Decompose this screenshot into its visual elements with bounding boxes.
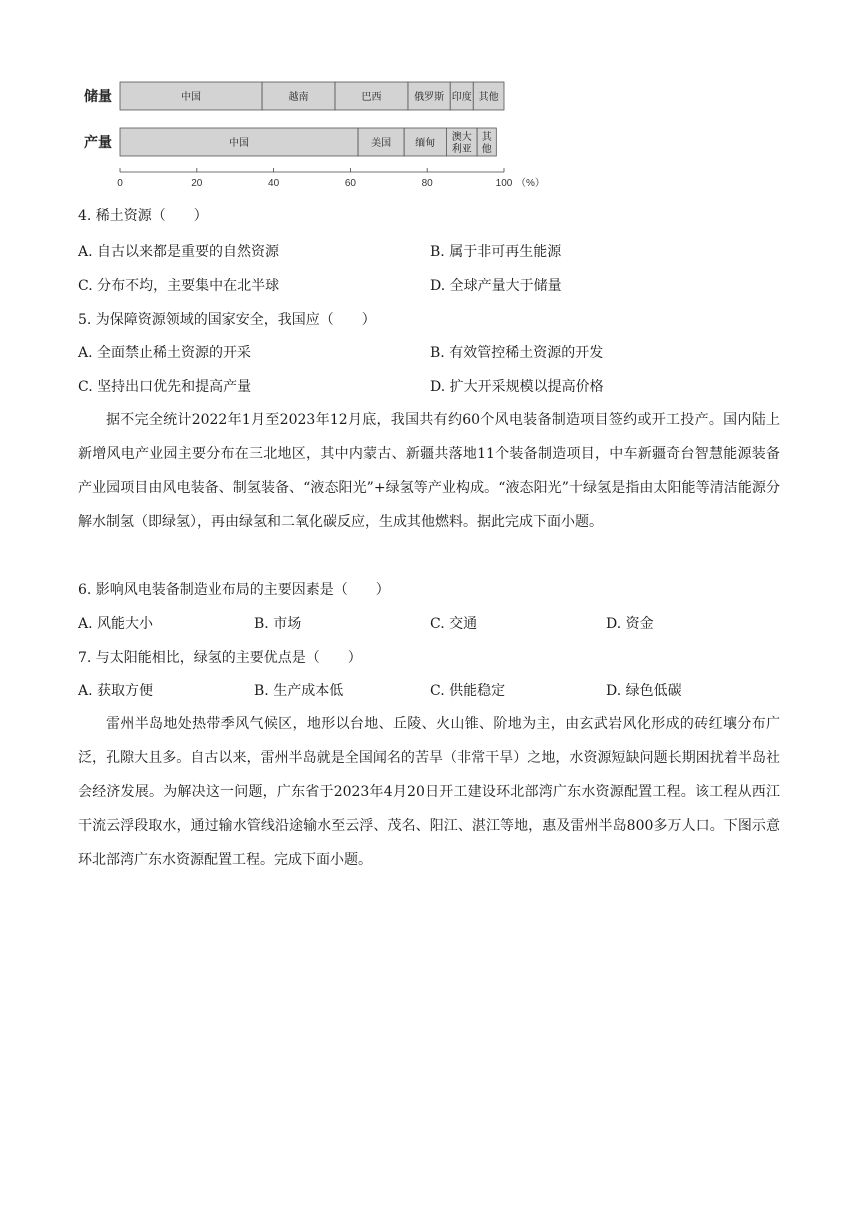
x-axis-unit: （%） <box>516 178 545 189</box>
question-6-option-a[interactable]: A. 风能大小 <box>78 616 154 632</box>
segment-label: 澳大利亚 <box>451 132 472 155</box>
segment-label: 中国 <box>229 138 250 149</box>
question-5-option-a[interactable]: A. 全面禁止稀土资源的开采 <box>78 345 252 361</box>
row-label: 产量 <box>84 135 112 151</box>
rare-earth-share-chart <box>76 76 546 196</box>
passage-leizhou <box>78 707 780 877</box>
question-7-option-a[interactable]: A. 获取方便 <box>78 683 154 699</box>
x-tick-label: 0 <box>117 178 123 189</box>
segment-label: 俄罗斯 <box>414 92 445 103</box>
question-6-option-d[interactable]: D. 资金 <box>606 616 654 632</box>
x-tick-label: 20 <box>191 178 203 189</box>
segment-label: 其他 <box>481 132 492 155</box>
segment-label: 中国 <box>181 92 202 103</box>
passage-wind-power <box>78 403 780 539</box>
segment-label: 越南 <box>288 92 309 103</box>
question-5-stem: 5. 为保障资源领域的国家安全，我国应（ ） <box>78 312 376 328</box>
segment-label: 印度 <box>451 92 472 103</box>
question-4-stem: 4. 稀土资源（ ） <box>78 208 208 224</box>
question-4-option-b[interactable]: B. 属于非可再生能源 <box>430 244 562 260</box>
x-tick-label: 80 <box>421 178 433 189</box>
question-4-option-c[interactable]: C. 分布不均，主要集中在北半球 <box>78 278 280 294</box>
segment-label: 缅甸 <box>415 138 436 149</box>
question-5-option-c[interactable]: C. 坚持出口优先和提高产量 <box>78 379 252 395</box>
question-4-option-d[interactable]: D. 全球产量大于储量 <box>430 278 562 294</box>
question-7-stem: 7. 与太阳能相比，绿氢的主要优点是（ ） <box>78 650 362 666</box>
segment-label: 巴西 <box>361 92 382 103</box>
x-tick-label: 60 <box>344 178 356 189</box>
row-label: 储量 <box>84 89 112 105</box>
question-5-option-b[interactable]: B. 有效管控稀土资源的开发 <box>430 345 604 361</box>
question-7-option-c[interactable]: C. 供能稳定 <box>430 683 506 699</box>
passage-leizhou-text: 雷州半岛地处热带季风气候区，地形以台地、丘陵、火山锥、阶地为主，由玄武岩风化形成的砖红壤分布广泛，孔隙大且多。自古以来，雷州半岛就是全国闻名的苦旱（非常干旱）之地，水资源短缺问题长期困扰着半岛社会经济发展。为解决这一问题，广东省于2023年4月20日开工建设环北部湾广东水资源配置工程。该工程从西江干流云浮段取水，通过输水管线沿途输水至云浮、茂名、阳江、湛江等地，惠及雷州半岛800多万人口。下图示意环北部湾广东水资源配置工程。完成下面小题。 <box>78 716 780 868</box>
question-6-option-b[interactable]: B. 市场 <box>254 616 302 632</box>
x-tick-label: 40 <box>268 178 280 189</box>
segment-label: 美国 <box>371 138 392 149</box>
question-7-option-d[interactable]: D. 绿色低碳 <box>606 683 682 699</box>
passage-wind-power-text: 据不完全统计2022年1月至2023年12月底，我国共有约60个风电装备制造项目签约或开工投产。国内陆上新增风电产业园主要分布在三北地区，其中内蒙古、新疆共落地11个装备制造项目，中车新疆奇台智慧能源装备产业园项目由风电装备、制氢装备、“液态阳光”+绿氢等产业构成。“液态阳光”十绿氢是指由太阳能等清洁能源分解水制氢（即绿氢），再由绿氢和二氧化碳反应，生成其他燃料。据此完成下面小题。 <box>78 412 780 530</box>
x-tick-label: 100 <box>495 178 513 189</box>
question-4-option-a[interactable]: A. 自古以来都是重要的自然资源 <box>78 244 280 260</box>
question-6-stem: 6. 影响风电装备制造业布局的主要因素是（ ） <box>78 582 390 598</box>
segment-label: 其他 <box>478 92 499 103</box>
question-5-option-d[interactable]: D. 扩大开采规模以提高价格 <box>430 379 604 395</box>
question-7-option-b[interactable]: B. 生产成本低 <box>254 683 344 699</box>
question-6-option-c[interactable]: C. 交通 <box>430 616 478 632</box>
